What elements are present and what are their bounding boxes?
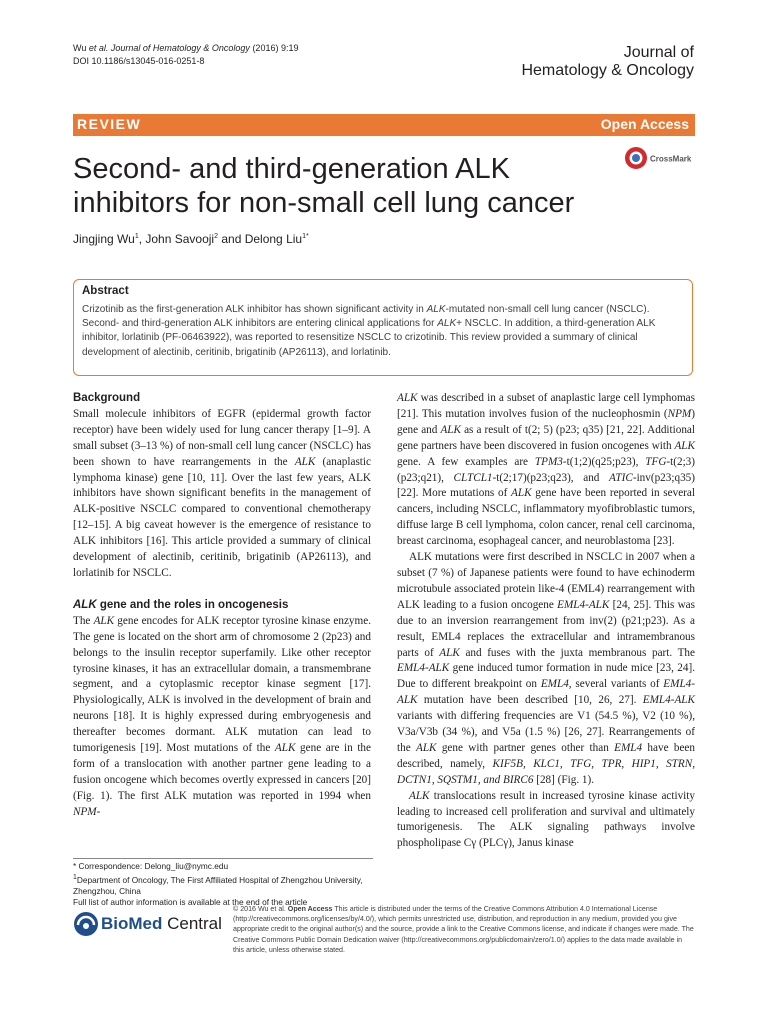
paragraph: Small molecule inhibitors of EGFR (epidermal growth factor receptor) have been widely used for lung cancer therapy [1–9]. A small subset (3–13 %) of non-small cell lung cancer (NSCLC) has been shown to have rearrangements in the ALK (anaplastic lymphoma kinase) gene [10, 11]. Over the last few years, ALK inhibitors have shown significant benefits in the management of ALK-positive NSCLC compared to conventional chemotherapy [12–15]. A big caveat however is the emergence of resistance to ALK inhibitors [16]. This article provided a summary of clinical development of alectinib, ceritinib, brigatinib (AP26113), and lorlatinib for NSCLC. (73, 407, 371, 579)
abstract-box (73, 279, 693, 376)
paragraph: The ALK gene encodes for ALK receptor tyrosine kinase enzyme. The gene is located on the short arm of chromosome 2 (2p23) and belongs to the insulin receptor superfamily. Like other receptor tyrosine kinases, it has an extracellular domain, a transmembrane segment, and a cytoplasmic receptor kinase segment [17]. Physiologically, ALK is involved in the development of brain and neurons [18]. It is highly expressed during embryogenesis and thereafter becomes dormant. ALK mutation can lead to tumorigenesis [19]. Most mutations of the ALK gene are in the form of a translocation with another partner gene leading to a fusion oncogene which becomes overtly expressed in cancers [20] (Fig. 1). The first ALK mutation was reported in 1994 when NPM- (73, 614, 371, 818)
section-heading-alk: ALK gene and the roles in oncogenesis (73, 598, 289, 611)
doi[interactable]: DOI 10.1186/s13045-016-0251-8 (73, 56, 205, 66)
citation-author: Wu (73, 43, 87, 53)
correspondence[interactable]: * Correspondence: Delong_liu@nymc.edu (73, 861, 229, 871)
author-list: Jingjing Wu$^1$, John Savooji$^2$ and Delong Liu$^{1*}$ (73, 232, 309, 246)
crossmark-logo[interactable] (624, 146, 704, 170)
citation-header: Wu et al. Journal of Hematology & Oncology (2016) 9:19 DOI 10.1186/s13045-016-0251-8 (73, 43, 299, 66)
affiliation: $^1$Department of Oncology, The First Affiliated Hospital of Zhengzhou University, Zhengzhou, China (73, 874, 363, 896)
article-type-label: REVIEW (77, 116, 142, 132)
footnote (73, 858, 373, 908)
license-text: © 2016 Wu et al. Open Access This article is distributed under the terms of the Creative Commons Attribution 4.0 International License (http://creativecommons.org/licenses/by/4.0/), which permits unrestricted use, distribution, and reproduction in any medium, provided you give appropriate credit to the original author(s) and the source, provide a link to the Creative Commons license, and indicate if changes were made. The Creative Commons Public Domain Dedication waiver (http://creativecommons.org/publicdomain/zero/1.0/) applies to the data made available in this article, unless otherwise stated. (233, 905, 694, 954)
license-footer (73, 904, 695, 954)
right-column (397, 391, 695, 852)
svg-text:CrossMark: CrossMark (650, 154, 692, 164)
crossmark-icon (624, 146, 704, 170)
paragraph: ALK translocations result in increased tyrosine kinase activity leading to increased cell proliferation and survival and ultimately tumorigenesis. The ALK signaling pathways involve phospholipase Cγ (PLCγ), Janus kinase (397, 789, 695, 850)
citation-journal: Journal of Hematology & Oncology (110, 43, 250, 53)
author-info-note: Full list of author information is available at the end of the article (73, 896, 308, 907)
biomed-central-logo: BioMed Central (101, 914, 222, 933)
article-type-banner (73, 114, 695, 136)
paragraph: ALK mutations were first described in NSCLC in 2007 when a subset (7 %) of Japanese patients were found to have echinoderm microtubule associated protein like-4 (EML4) rearrangement with ALK leading to a fusion oncogene EML4-ALK [24, 25]. This was due to an inversion rearrangement from inv(2) (p21;p23). As a result, EML4 replaces the extracellular and intramembranous parts of ALK and fuses with the juxta membranous part. The EML4-ALK gene induced tumor formation in nude mice [23, 24]. Due to different breakpoint on EML4, several variants of EML4-ALK mutation have been described [10, 26, 27]. EML4-ALK variants with differing frequencies are V1 (54.5 %), V2 (10 %), V3a/V3b (34 %), and V5a (1.5 %) [26, 27]. Rearrangements of the ALK gene with partner genes other than EML4 have been described, namely, KIF5B, KLC1, TFG, TPR, HIP1, STRN, DCTN1, SQSTM1, and BIRC6 [28] (Fig. 1). (397, 551, 695, 786)
abstract-heading: Abstract (82, 285, 129, 297)
journal-logo: Journal of Hematology & Oncology (521, 44, 694, 79)
open-access-label: Open Access (600, 116, 689, 132)
abstract-text: Crizotinib as the first-generation ALK inhibitor has shown significant activity in ALK-mutated non-small cell lung cancer (NSCLC). Second- and third-generation ALK inhibitors are entering clinical applications for ALK+ NSCLC. In addition, a third-generation ALK inhibitor, lorlatinib (PF-06463922), was reported to resensitize NSCLC to crizotinib. This review provided a summary of clinical development of alectinib, ceritinib, brigatinib (AP26113), and lorlatinib. (82, 304, 656, 358)
paragraph: ALK was described in a subset of anaplastic large cell lymphomas [21]. This mutation involves fusion of the nucleophosmin (NPM) gene and ALK as a result of t(2; 5) (p23; q35) [21, 22]. Additional gene partners have been discovered in fusion oncogenes with ALK gene. A few examples are TPM3-t(1;2)(q25;p23), TFG-t(2;3)(p23;q21), CLTCL1-t(2;17)(p23;q23), and ATIC-inv(p23;q35) [22]. More mutations of ALK gene have been reported in several cancers, including NSCLC, inflammatory myofibroblastic tumors, diffuse large B cell lymphoma, colon cancer, renal cell carcinoma, breast carcinoma, esophageal cancer, and neuroblastoma [23]. (397, 392, 696, 548)
biomed-central-icon (73, 911, 99, 937)
left-column (73, 391, 371, 821)
article-title: Second- and third-generation ALK inhibitors for non-small cell lung cancer (73, 153, 575, 219)
section-heading-background: Background (73, 392, 141, 404)
